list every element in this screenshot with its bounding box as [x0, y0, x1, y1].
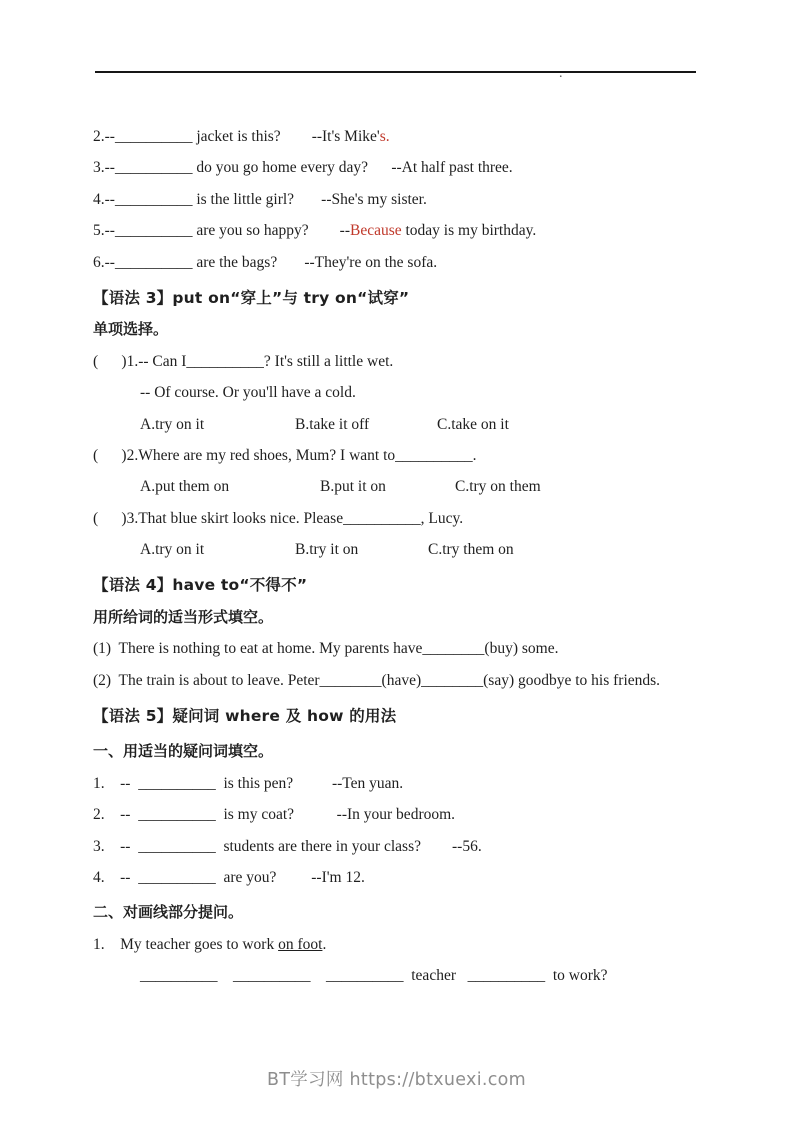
grammar4-instruction: 用所给词的适当形式填空。 [93, 607, 274, 626]
stray-dot: . [559, 66, 563, 81]
grammar4-item-2: (2) The train is about to leave. Peter________(have)________(say) goodbye to his friends. [93, 671, 661, 689]
site-watermark: BT学习网 https://btxuexi.com [266, 1070, 527, 1090]
grammar3-q2-options [93, 471, 753, 502]
grammar3-instruction: 单项选择。 [93, 320, 169, 339]
fill-blank-question-4: 4.--__________ is the little girl? --She's my sister. [93, 190, 427, 208]
option-a: A.try on it [140, 541, 205, 559]
option-a: A.put them on [140, 478, 230, 496]
option-b: B.try it on [295, 541, 359, 559]
top-horizontal-rule [95, 71, 696, 73]
grammar3-q2-stem: ( )2.Where are my red shoes, Mum? I want to__________. [93, 446, 477, 464]
grammar5-part1-item-4: 4. -- __________ are you? --I'm 12. [93, 868, 365, 886]
grammar3-q3-options [93, 534, 753, 565]
grammar5-section-title: 【语法 5】疑问词 where 及 how 的用法 [93, 707, 397, 726]
fill-blank-question-5: 5.--__________ are you so happy? --Because today is my birthday. [93, 222, 537, 240]
grammar3-q3-stem: ( )3.That blue skirt looks nice. Please__________, Lucy. [93, 509, 464, 527]
option-a: A.try on it [140, 415, 205, 433]
grammar5-part1-item-1: 1. -- __________ is this pen? --Ten yuan. [93, 774, 404, 792]
grammar3-q1-stem: ( )1.-- Can I__________? It's still a little wet. [93, 352, 394, 370]
fill-blank-question-6: 6.--__________ are the bags? --They're on the sofa. [93, 253, 438, 271]
grammar3-q1-stem-line2: -- Of course. Or you'll have a cold. [140, 384, 356, 402]
option-b: B.put it on [320, 478, 386, 496]
option-c: C.take on it [437, 415, 509, 433]
fill-blank-question-3: 3.--__________ do you go home every day? --At half past three. [93, 159, 513, 177]
worksheet-content [93, 121, 753, 992]
grammar5-part2-title: 二、对画线部分提问。 [93, 903, 244, 922]
grammar4-item-1: (1) There is nothing to eat at home. My parents have________(buy) some. [93, 640, 559, 658]
grammar5-part2-answer-blanks: __________ __________ __________ teacher __________ to work? [140, 967, 608, 985]
grammar5-part2-question: 1. My teacher goes to work on foot. [93, 935, 327, 953]
grammar3-q1-options [93, 409, 753, 440]
fill-blank-question-2: 2.--__________ jacket is this? --It's Mike's. [93, 128, 390, 145]
grammar3-section-title: 【语法 3】put on“穿上”与 try on“试穿” [93, 288, 410, 307]
grammar5-part1-item-3: 3. -- __________ students are there in your class? --56. [93, 837, 482, 855]
option-c: C.try them on [428, 541, 514, 559]
option-b: B.take it off [295, 415, 370, 433]
grammar5-part1-title: 一、用适当的疑问词填空。 [93, 742, 274, 761]
option-c: C.try on them [455, 478, 541, 496]
grammar5-part1-item-2: 2. -- __________ is my coat? --In your bedroom. [93, 806, 456, 824]
grammar4-section-title: 【语法 4】have to“不得不” [93, 576, 308, 595]
